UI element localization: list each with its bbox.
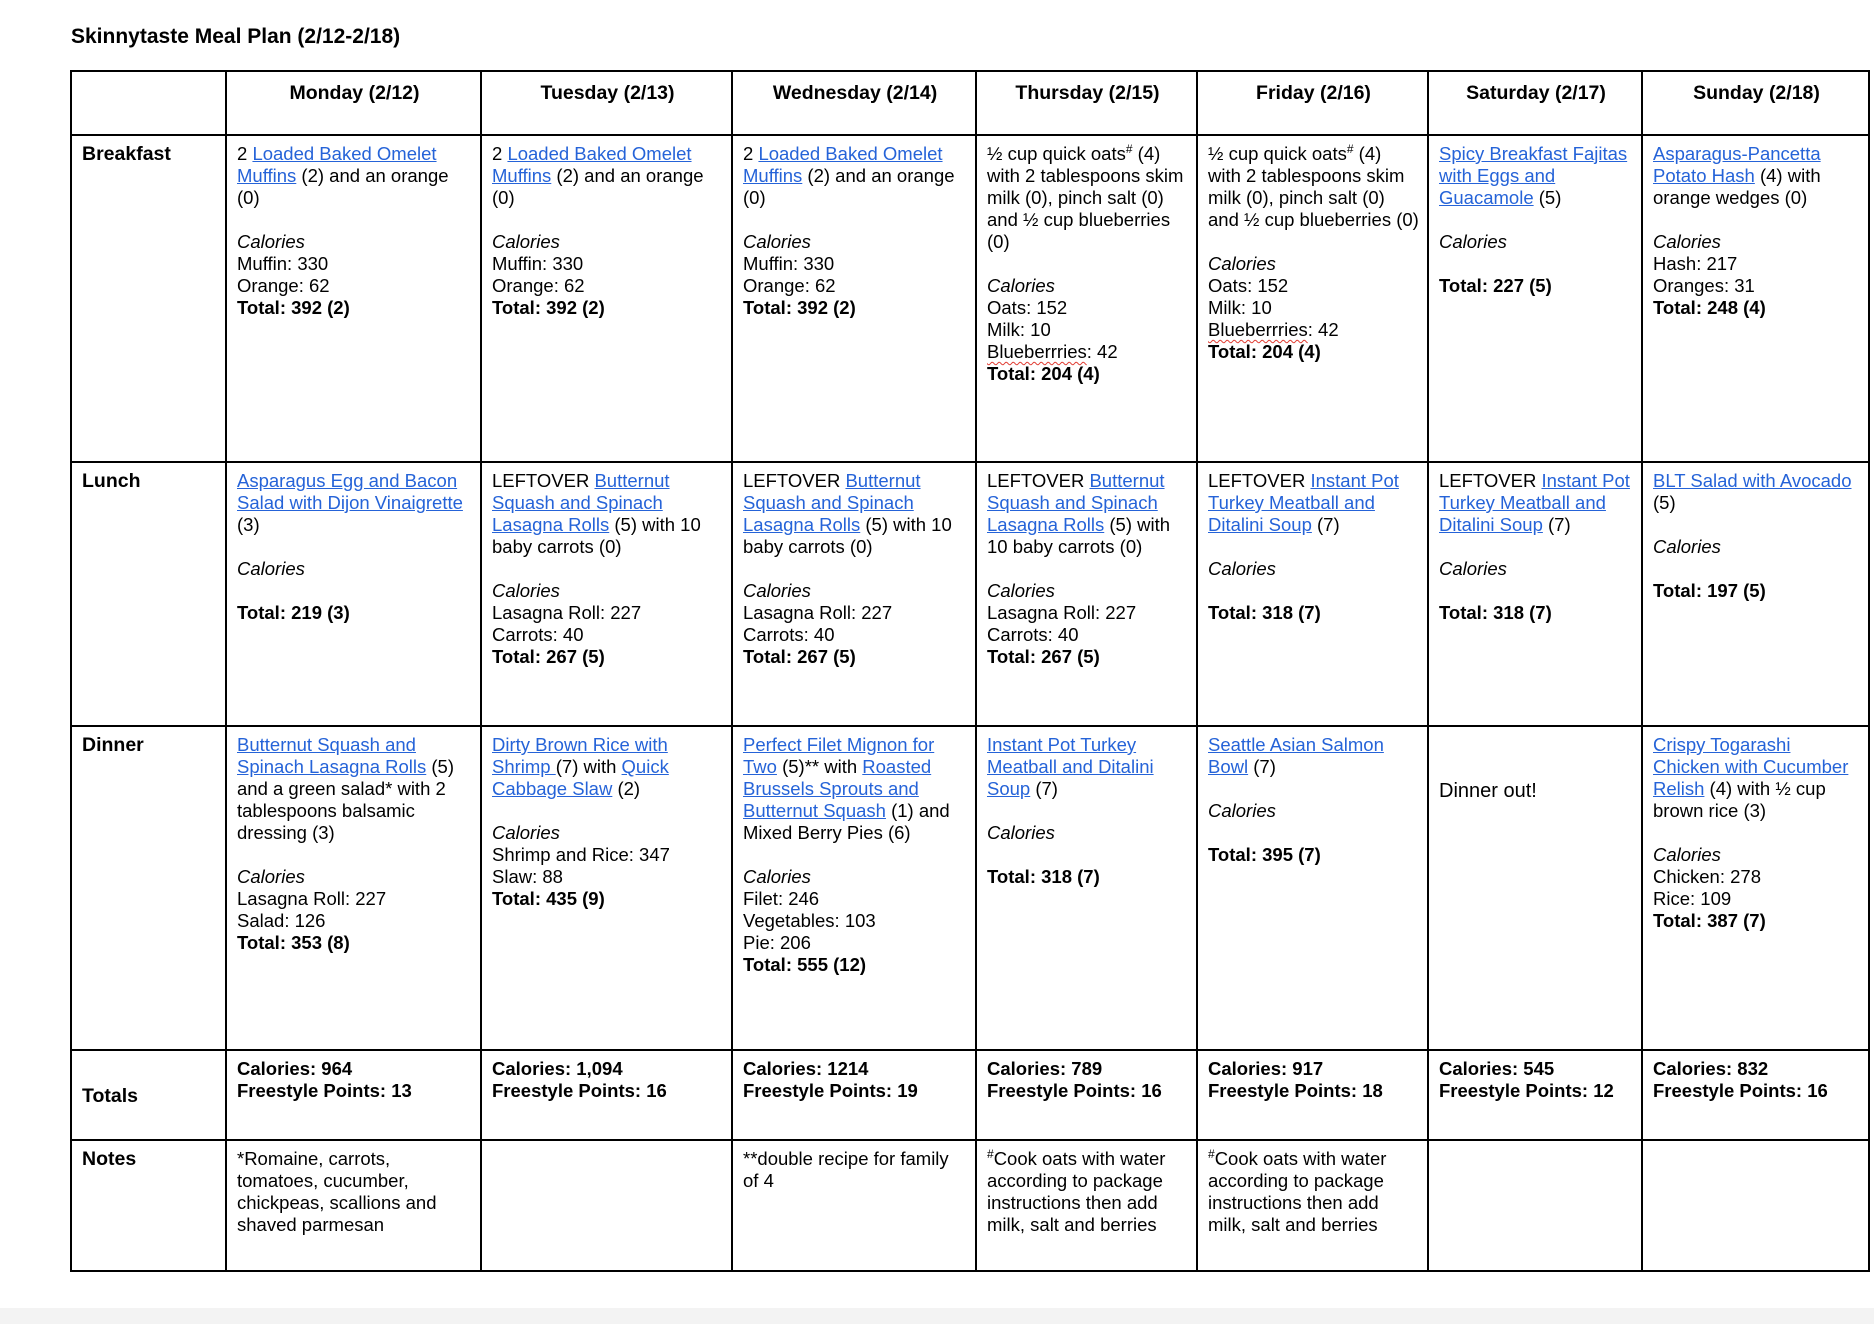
row-label-totals: Totals	[71, 1050, 226, 1140]
text-run: and a green salad* with 2 tablespoons balsamic dressing (3)	[237, 778, 446, 843]
meal-description	[492, 143, 723, 209]
meal-description	[237, 734, 472, 844]
breakfast-tuesday-cell	[481, 135, 732, 462]
totals-line: Calories: 964	[237, 1058, 353, 1079]
dinner-sunday-cell	[1642, 726, 1869, 1050]
calories-heading: Calories	[237, 558, 305, 579]
column-header-thursday: Thursday (2/15)	[976, 71, 1197, 135]
text-run: (3)	[237, 514, 260, 535]
calorie-line	[987, 624, 1188, 646]
note-text	[987, 1148, 1188, 1236]
text-run: Carrots: 40	[987, 624, 1079, 645]
calories-heading: Calories	[1439, 558, 1507, 579]
text-run: Carrots: 40	[743, 624, 835, 645]
meal-total: Total: 267 (5)	[492, 646, 605, 667]
text-run: (4) with 2 tablespoons skim milk (0), pinch salt (0) and ½ cup blueberries (0)	[1208, 143, 1419, 230]
calorie-line	[237, 888, 472, 910]
text-run: (4) with 2 tablespoons skim milk (0), pinch salt (0) and ½ cup blueberries (0)	[987, 143, 1184, 252]
recipe-link[interactable]: Loaded Baked Omelet Muffins	[237, 143, 437, 186]
calories-heading: Calories	[1653, 844, 1721, 865]
text-run: Rice: 109	[1653, 888, 1732, 909]
text-run: LEFTOVER	[743, 470, 846, 491]
calories-heading: Calories	[492, 231, 560, 252]
calorie-line	[492, 602, 723, 624]
text-run: Pie: 206	[743, 932, 811, 953]
meal-total: Total: 435 (9)	[492, 888, 605, 909]
meal-total: Total: 392 (2)	[743, 297, 856, 318]
recipe-link[interactable]: Butternut Squash and Spinach Lasagna Rolls	[237, 734, 427, 777]
text-run: (5)	[1533, 187, 1562, 208]
notes-wednesday-cell	[732, 1140, 976, 1271]
meal-description	[1439, 470, 1633, 536]
totals-line: Calories: 545	[1439, 1058, 1555, 1079]
header-row	[71, 71, 1869, 135]
totals-friday-cell	[1197, 1050, 1428, 1140]
text-run: Oats: 152	[1208, 275, 1289, 296]
meal-total: Total: 318 (7)	[987, 866, 1100, 887]
calorie-line	[1208, 297, 1419, 319]
breakfast-wednesday-cell	[732, 135, 976, 462]
calorie-line	[987, 341, 1188, 363]
text-run: *Romaine, carrots, tomatoes, cucumber, chickpeas, scallions and shaved parmesan	[237, 1148, 437, 1235]
calorie-line	[743, 253, 967, 275]
calorie-line	[1208, 275, 1419, 297]
text-run: LEFTOVER	[987, 470, 1090, 491]
page-title: Skinnytaste Meal Plan (2/12-2/18)	[71, 25, 401, 48]
text-run: (7)	[1311, 514, 1340, 535]
totals-line: Freestyle Points: 16	[987, 1080, 1162, 1101]
recipe-link[interactable]: Butternut Squash and Spinach Lasagna Rolls	[492, 470, 670, 535]
text-run: Oranges: 31	[1653, 275, 1755, 296]
corner-cell	[71, 71, 226, 135]
meal-total: Total: 197 (5)	[1653, 580, 1766, 601]
text-run: Chicken: 278	[1653, 866, 1761, 887]
meal-total: Total: 387 (7)	[1653, 910, 1766, 931]
text-run: Cook oats with water according to package instructions then add milk, salt and berries	[987, 1148, 1166, 1235]
meal-description	[743, 470, 967, 558]
breakfast-friday-cell	[1197, 135, 1428, 462]
row-label-dinner: Dinner	[71, 726, 226, 1050]
notes-tuesday-cell	[481, 1140, 732, 1271]
calorie-line	[492, 844, 723, 866]
meal-description	[987, 143, 1188, 253]
column-header-saturday: Saturday (2/17)	[1428, 71, 1642, 135]
totals-line: Calories: 917	[1208, 1058, 1324, 1079]
text-run: Muffin: 330	[492, 253, 584, 274]
calorie-line	[743, 932, 967, 954]
text-run: LEFTOVER	[1208, 470, 1311, 491]
text-run: (5) with 10 baby carrots (0)	[492, 514, 701, 557]
lunch-monday-cell	[226, 462, 481, 726]
calorie-line	[987, 602, 1188, 624]
calories-heading: Calories	[1653, 231, 1721, 252]
calories-heading: Calories	[987, 580, 1055, 601]
text-run: Carrots: 40	[492, 624, 584, 645]
text-run: (7) with	[555, 756, 622, 777]
recipe-link[interactable]: Crispy Togarashi Chicken with Cucumber Relish	[1653, 734, 1849, 799]
text-run: LEFTOVER	[1439, 470, 1542, 491]
meal-description	[492, 734, 723, 800]
recipe-link[interactable]: Seattle Asian Salmon Bowl	[1208, 734, 1384, 777]
dinner-tuesday-cell	[481, 726, 732, 1050]
text-run: #	[987, 1146, 994, 1161]
calorie-line	[743, 624, 967, 646]
totals-wednesday-cell	[732, 1050, 976, 1140]
text-run: (5)	[426, 756, 454, 777]
totals-tuesday-cell	[481, 1050, 732, 1140]
breakfast-row	[71, 135, 1869, 462]
notes-friday-cell	[1197, 1140, 1428, 1271]
text-run: (2) and an orange (0)	[492, 165, 704, 208]
meal-total: Total: 219 (3)	[237, 602, 350, 623]
totals-monday-cell	[226, 1050, 481, 1140]
calorie-line	[1653, 888, 1860, 910]
text-run: Lasagna Roll: 227	[492, 602, 642, 623]
calories-heading: Calories	[743, 231, 811, 252]
text-run: Dinner out!	[1439, 780, 1537, 802]
recipe-link[interactable]: Perfect Filet Mignon for Two	[743, 734, 935, 777]
meal-description	[743, 734, 967, 844]
text-run: (2)	[612, 778, 641, 799]
dinner-wednesday-cell	[732, 726, 976, 1050]
totals-line: Calories: 789	[987, 1058, 1103, 1079]
meal-plan-table	[70, 70, 1870, 1272]
column-header-friday: Friday (2/16)	[1197, 71, 1428, 135]
text-run: (7)	[1542, 514, 1571, 535]
dinner-friday-cell	[1197, 726, 1428, 1050]
text-run: (5)	[1653, 492, 1676, 513]
recipe-link[interactable]: Instant Pot Turkey Meatball and Ditalini Soup	[1208, 470, 1399, 535]
text-run: 2	[237, 143, 253, 164]
text-run: (4) with ½ cup brown rice (3)	[1653, 778, 1826, 821]
recipe-link[interactable]: Asparagus Egg and Bacon Salad with Dijon Vinaigrette	[237, 470, 463, 513]
meal-description	[1208, 470, 1419, 536]
text-run: (7)	[1030, 778, 1058, 799]
calorie-line	[743, 888, 967, 910]
text-run: LEFTOVER	[492, 470, 595, 491]
lunch-friday-cell	[1197, 462, 1428, 726]
meal-total: Total: 318 (7)	[1208, 602, 1321, 623]
lunch-thursday-cell	[976, 462, 1197, 726]
text-run: Cook oats with water according to package instructions then add milk, salt and berries	[1208, 1148, 1387, 1235]
text-run: (5) with 10 baby carrots (0)	[987, 514, 1171, 557]
meal-description	[1439, 780, 1633, 802]
calorie-line	[492, 275, 723, 297]
totals-line: Freestyle Points: 13	[237, 1080, 412, 1101]
text-run: Vegetables: 103	[743, 910, 876, 931]
calorie-line	[1653, 275, 1860, 297]
recipe-link[interactable]: Instant Pot Turkey Meatball and Ditalini Soup	[1439, 470, 1630, 535]
calories-heading: Calories	[743, 866, 811, 887]
meal-total: Total: 318 (7)	[1439, 602, 1552, 623]
text-run: : 42	[1086, 341, 1118, 362]
text-run: Orange: 62	[237, 275, 330, 296]
meal-description	[987, 734, 1188, 800]
calories-heading: Calories	[492, 580, 560, 601]
calories-heading: Calories	[1208, 800, 1276, 821]
calories-heading: Calories	[987, 275, 1055, 296]
totals-thursday-cell	[976, 1050, 1197, 1140]
dinner-thursday-cell	[976, 726, 1197, 1050]
recipe-link[interactable]: Asparagus-Pancetta Potato Hash	[1653, 143, 1821, 186]
note-text	[237, 1148, 472, 1236]
totals-sunday-cell	[1642, 1050, 1869, 1140]
calorie-line	[743, 602, 967, 624]
text-run: Lasagna Roll: 227	[987, 602, 1137, 623]
totals-saturday-cell	[1428, 1050, 1642, 1140]
totals-line: Freestyle Points: 18	[1208, 1080, 1383, 1101]
meal-description	[1439, 143, 1633, 209]
text-run: Orange: 62	[492, 275, 585, 296]
text-run: Slaw: 88	[492, 866, 563, 887]
dinner-row	[71, 726, 1869, 1050]
text-run: (1) and Mixed Berry Pies (6)	[743, 800, 950, 843]
calories-heading: Calories	[237, 231, 305, 252]
meal-total: Total: 227 (5)	[1439, 275, 1552, 296]
calorie-line	[1653, 866, 1860, 888]
meal-description	[237, 143, 472, 209]
lunch-wednesday-cell	[732, 462, 976, 726]
dinner-monday-cell	[226, 726, 481, 1050]
text-run: (4) with orange wedges (0)	[1653, 165, 1821, 208]
text-run: **double recipe for family of 4	[743, 1148, 949, 1191]
recipe-link[interactable]: Roasted Brussels Sprouts and Butternut Squash	[743, 756, 932, 821]
meal-description	[987, 470, 1188, 558]
row-label-notes: Notes	[71, 1140, 226, 1271]
calorie-line	[987, 297, 1188, 319]
recipe-link[interactable]: Loaded Baked Omelet Muffins	[743, 143, 943, 186]
lunch-tuesday-cell	[481, 462, 732, 726]
meal-total: Total: 392 (2)	[492, 297, 605, 318]
notes-sunday-cell	[1642, 1140, 1869, 1271]
column-header-wednesday: Wednesday (2/14)	[732, 71, 976, 135]
text-run: Lasagna Roll: 227	[237, 888, 387, 909]
page-bottom-strip	[0, 1308, 1874, 1324]
calorie-line	[237, 253, 472, 275]
text-run: Filet: 246	[743, 888, 820, 909]
breakfast-saturday-cell	[1428, 135, 1642, 462]
calories-heading: Calories	[1653, 536, 1721, 557]
meal-description	[1208, 734, 1419, 778]
text-run: Muffin: 330	[743, 253, 835, 274]
meal-description	[1653, 470, 1860, 514]
column-header-tuesday: Tuesday (2/13)	[481, 71, 732, 135]
text-run: Oats: 152	[987, 297, 1068, 318]
calories-heading: Calories	[237, 866, 305, 887]
breakfast-sunday-cell	[1642, 135, 1869, 462]
calorie-line	[492, 866, 723, 888]
totals-line: Calories: 1214	[743, 1058, 869, 1079]
notes-row	[71, 1140, 1869, 1271]
recipe-link[interactable]: Butternut Squash and Spinach Lasagna Rolls	[987, 470, 1165, 535]
recipe-link[interactable]: BLT Salad with Avocado	[1653, 470, 1852, 491]
recipe-link[interactable]: Butternut Squash and Spinach Lasagna Rolls	[743, 470, 921, 535]
note-text	[1208, 1148, 1419, 1236]
note-text	[743, 1148, 967, 1192]
totals-line: Freestyle Points: 12	[1439, 1080, 1614, 1101]
calories-heading: Calories	[1208, 253, 1276, 274]
totals-line: Calories: 1,094	[492, 1058, 623, 1079]
text-run: (2) and an orange (0)	[237, 165, 449, 208]
totals-line: Calories: 832	[1653, 1058, 1769, 1079]
text-run: 2	[492, 143, 508, 164]
text-run: (2) and an orange (0)	[743, 165, 955, 208]
recipe-link[interactable]: Quick Cabbage Slaw	[492, 756, 669, 799]
meal-total: Total: 267 (5)	[987, 646, 1100, 667]
text-run: Hash: 217	[1653, 253, 1738, 274]
meal-total: Total: 555 (12)	[743, 954, 867, 975]
calories-heading: Calories	[1439, 231, 1507, 252]
meal-description	[1653, 734, 1860, 822]
text-run: Lasagna Roll: 227	[743, 602, 893, 623]
text-run: (5) with 10 baby carrots (0)	[743, 514, 952, 557]
meal-description	[237, 470, 472, 536]
calorie-line	[1653, 253, 1860, 275]
text-run: (7)	[1248, 756, 1276, 777]
recipe-link[interactable]: Instant Pot Turkey Meatball and Ditalini Soup	[987, 734, 1154, 799]
text-run: ½ cup quick oats	[987, 143, 1126, 164]
text-run: Blueberrries	[987, 341, 1087, 362]
lunch-row	[71, 462, 1869, 726]
text-run: Milk: 10	[1208, 297, 1272, 318]
meal-total: Total: 204 (4)	[987, 363, 1100, 384]
recipe-link[interactable]: Loaded Baked Omelet Muffins	[492, 143, 692, 186]
text-run: Milk: 10	[987, 319, 1051, 340]
dinner-saturday-cell	[1428, 726, 1642, 1050]
totals-line: Freestyle Points: 16	[1653, 1080, 1828, 1101]
recipe-link[interactable]: Spicy Breakfast Fajitas with Eggs and Guacamole	[1439, 143, 1628, 208]
calorie-line	[987, 319, 1188, 341]
totals-line: Freestyle Points: 16	[492, 1080, 667, 1101]
meal-total: Total: 248 (4)	[1653, 297, 1766, 318]
notes-saturday-cell	[1428, 1140, 1642, 1271]
text-run: Blueberrries	[1208, 319, 1308, 340]
notes-monday-cell	[226, 1140, 481, 1271]
text-run: #	[1125, 141, 1133, 156]
calories-heading: Calories	[987, 822, 1055, 843]
meal-total: Total: 353 (8)	[237, 932, 350, 953]
breakfast-monday-cell	[226, 135, 481, 462]
totals-row	[71, 1050, 1869, 1140]
totals-line: Freestyle Points: 19	[743, 1080, 918, 1101]
calorie-line	[237, 910, 472, 932]
text-run: Salad: 126	[237, 910, 326, 931]
calorie-line	[743, 910, 967, 932]
text-run: Muffin: 330	[237, 253, 329, 274]
lunch-saturday-cell	[1428, 462, 1642, 726]
recipe-link[interactable]: Dirty Brown Rice with Shrimp	[492, 734, 668, 777]
meal-description	[1208, 143, 1419, 231]
text-run: 2	[743, 143, 759, 164]
calorie-line	[492, 253, 723, 275]
calorie-line	[1208, 319, 1419, 341]
notes-thursday-cell	[976, 1140, 1197, 1271]
text-run: Shrimp and Rice: 347	[492, 844, 670, 865]
meal-total: Total: 392 (2)	[237, 297, 350, 318]
meal-total: Total: 204 (4)	[1208, 341, 1321, 362]
calorie-line	[492, 624, 723, 646]
column-header-monday: Monday (2/12)	[226, 71, 481, 135]
text-run: Orange: 62	[743, 275, 836, 296]
column-header-sunday: Sunday (2/18)	[1642, 71, 1869, 135]
meal-description	[743, 143, 967, 209]
calorie-line	[237, 275, 472, 297]
meal-description	[492, 470, 723, 558]
meal-total: Total: 395 (7)	[1208, 844, 1321, 865]
text-run: #	[1346, 141, 1354, 156]
breakfast-thursday-cell	[976, 135, 1197, 462]
text-run: : 42	[1307, 319, 1339, 340]
text-run: (5)** with	[776, 756, 863, 777]
text-run: #	[1208, 1146, 1215, 1161]
lunch-sunday-cell	[1642, 462, 1869, 726]
calorie-line	[743, 275, 967, 297]
row-label-breakfast: Breakfast	[71, 135, 226, 462]
text-run: ½ cup quick oats	[1208, 143, 1347, 164]
calories-heading: Calories	[743, 580, 811, 601]
meal-total: Total: 267 (5)	[743, 646, 856, 667]
calories-heading: Calories	[492, 822, 560, 843]
row-label-lunch: Lunch	[71, 462, 226, 726]
meal-description	[1653, 143, 1860, 209]
calories-heading: Calories	[1208, 558, 1276, 579]
